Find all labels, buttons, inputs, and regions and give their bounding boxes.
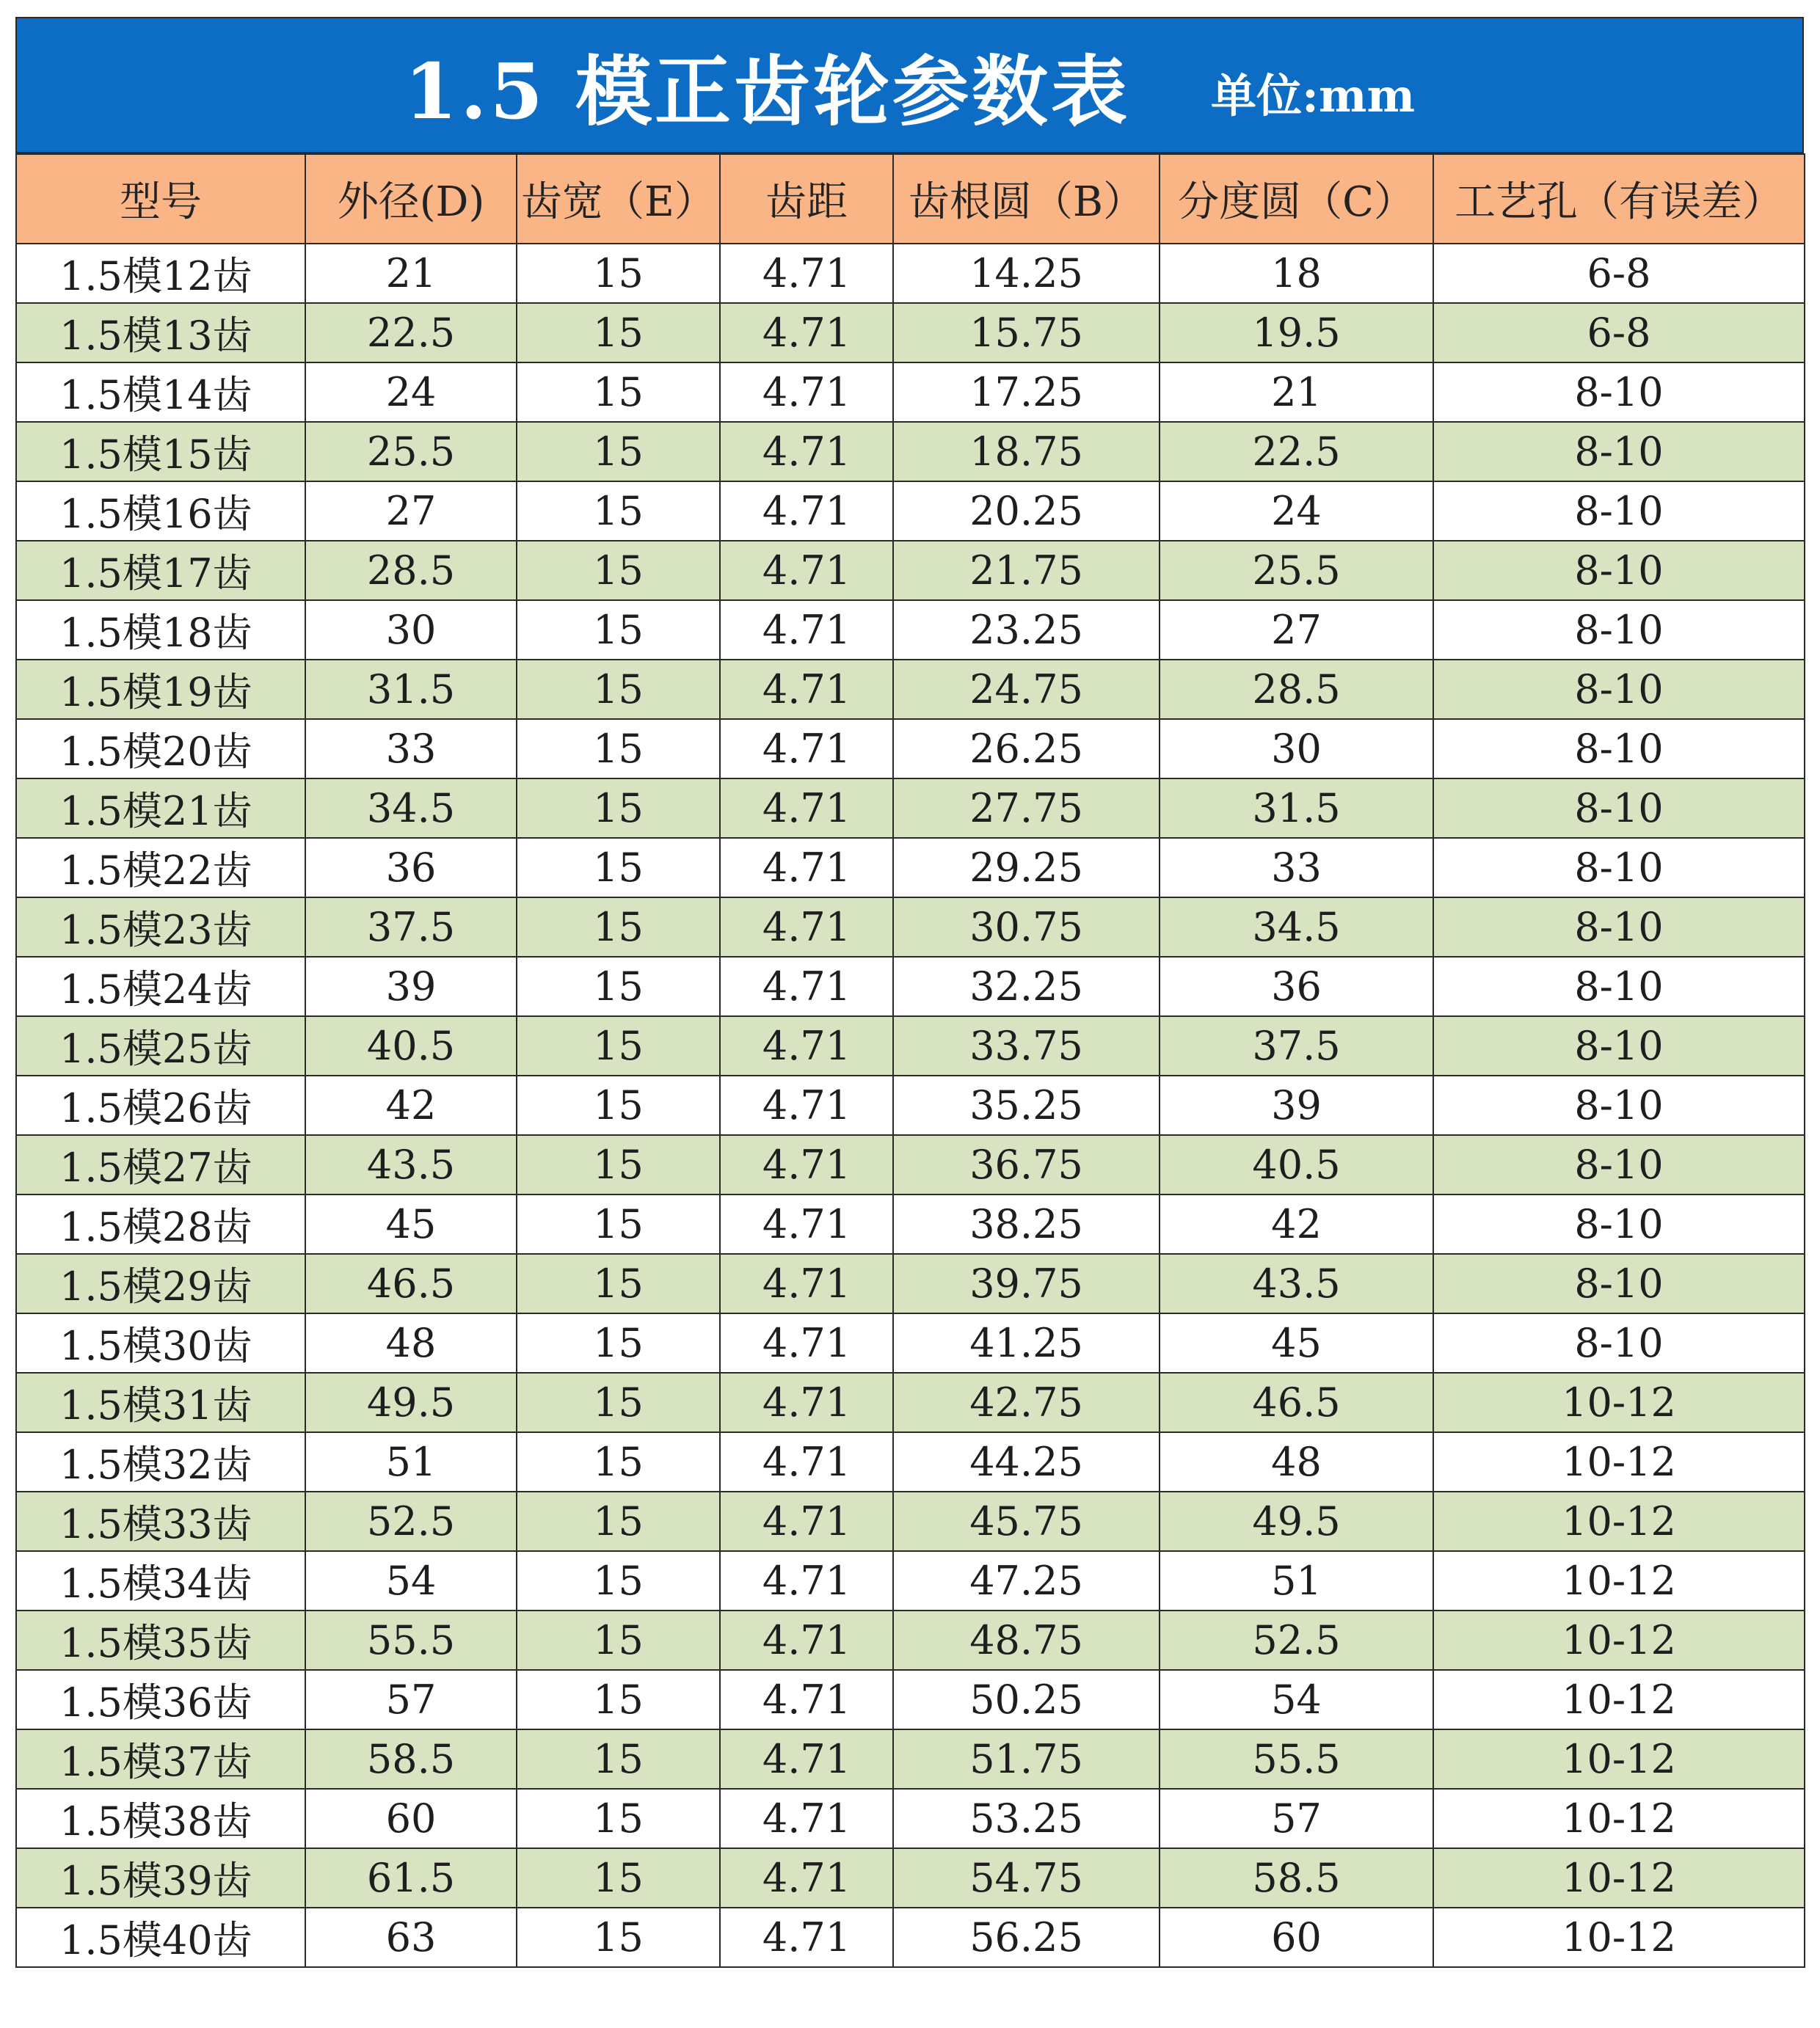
cell-pitch: 4.71 [720, 838, 893, 897]
cell-outer-diameter: 43.5 [305, 1135, 517, 1194]
cell-root-circle: 20.25 [893, 481, 1160, 541]
cell-face-width: 15 [517, 1611, 720, 1670]
cell-face-width: 15 [517, 1373, 720, 1432]
title-bar [15, 17, 1804, 153]
column-header-root-circle: 齿根圆（B） [893, 154, 1160, 244]
cell-outer-diameter: 39 [305, 957, 517, 1016]
cell-root-circle: 44.25 [893, 1432, 1160, 1492]
cell-outer-diameter: 36 [305, 838, 517, 897]
cell-face-width: 15 [517, 422, 720, 481]
cell-pitch: 4.71 [720, 600, 893, 660]
cell-outer-diameter: 61.5 [305, 1848, 517, 1908]
cell-pitch: 4.71 [720, 244, 893, 303]
table-row [16, 1254, 1805, 1313]
cell-process-hole: 8-10 [1433, 600, 1805, 660]
cell-pitch: 4.71 [720, 541, 893, 600]
cell-model: 1.5模14齿 [16, 362, 305, 422]
cell-pitch: 4.71 [720, 1789, 893, 1848]
table-row [16, 362, 1805, 422]
cell-outer-diameter: 30 [305, 600, 517, 660]
cell-root-circle: 26.25 [893, 719, 1160, 778]
cell-root-circle: 17.25 [893, 362, 1160, 422]
cell-outer-diameter: 22.5 [305, 303, 517, 362]
cell-outer-diameter: 28.5 [305, 541, 517, 600]
cell-face-width: 15 [517, 957, 720, 1016]
cell-model: 1.5模17齿 [16, 541, 305, 600]
cell-model: 1.5模27齿 [16, 1135, 305, 1194]
cell-root-circle: 47.25 [893, 1551, 1160, 1611]
column-header-model: 型号 [16, 154, 305, 244]
cell-root-circle: 33.75 [893, 1016, 1160, 1076]
cell-process-hole: 8-10 [1433, 660, 1805, 719]
cell-root-circle: 56.25 [893, 1908, 1160, 1967]
cell-model: 1.5模32齿 [16, 1432, 305, 1492]
header-row [16, 154, 1805, 244]
cell-outer-diameter: 60 [305, 1789, 517, 1848]
cell-model: 1.5模25齿 [16, 1016, 305, 1076]
cell-root-circle: 39.75 [893, 1254, 1160, 1313]
cell-pitch: 4.71 [720, 1551, 893, 1611]
cell-pitch: 4.71 [720, 1313, 893, 1373]
gear-parameter-sheet [15, 17, 1804, 2013]
column-header-outer-diameter: 外径(D) [305, 154, 517, 244]
cell-face-width: 15 [517, 1908, 720, 1967]
table-row [16, 1789, 1805, 1848]
cell-pitch: 4.71 [720, 1194, 893, 1254]
cell-pitch-circle: 39 [1160, 1076, 1433, 1135]
table-title: 1.5 模正齿轮参数表 [404, 46, 1131, 136]
cell-pitch-circle: 46.5 [1160, 1373, 1433, 1432]
cell-pitch: 4.71 [720, 778, 893, 838]
table-row [16, 1611, 1805, 1670]
gear-parameter-table [15, 153, 1805, 1968]
table-row [16, 600, 1805, 660]
table-row [16, 1729, 1805, 1789]
cell-face-width: 15 [517, 1432, 720, 1492]
cell-process-hole: 8-10 [1433, 1076, 1805, 1135]
cell-pitch-circle: 43.5 [1160, 1254, 1433, 1313]
cell-process-hole: 8-10 [1433, 481, 1805, 541]
cell-root-circle: 36.75 [893, 1135, 1160, 1194]
cell-root-circle: 30.75 [893, 897, 1160, 957]
cell-outer-diameter: 48 [305, 1313, 517, 1373]
cell-root-circle: 27.75 [893, 778, 1160, 838]
cell-outer-diameter: 31.5 [305, 660, 517, 719]
cell-pitch-circle: 51 [1160, 1551, 1433, 1611]
cell-outer-diameter: 42 [305, 1076, 517, 1135]
cell-model: 1.5模20齿 [16, 719, 305, 778]
cell-root-circle: 51.75 [893, 1729, 1160, 1789]
unit-label: 单位:mm [1211, 68, 1416, 123]
table-row [16, 838, 1805, 897]
table-row [16, 422, 1805, 481]
cell-face-width: 15 [517, 660, 720, 719]
cell-process-hole: 8-10 [1433, 362, 1805, 422]
cell-outer-diameter: 55.5 [305, 1611, 517, 1670]
cell-face-width: 15 [517, 362, 720, 422]
cell-outer-diameter: 58.5 [305, 1729, 517, 1789]
cell-model: 1.5模29齿 [16, 1254, 305, 1313]
cell-pitch: 4.71 [720, 719, 893, 778]
cell-root-circle: 29.25 [893, 838, 1160, 897]
cell-outer-diameter: 46.5 [305, 1254, 517, 1313]
cell-pitch: 4.71 [720, 1670, 893, 1729]
cell-process-hole: 6-8 [1433, 244, 1805, 303]
cell-root-circle: 32.25 [893, 957, 1160, 1016]
cell-outer-diameter: 40.5 [305, 1016, 517, 1076]
cell-face-width: 15 [517, 1729, 720, 1789]
cell-model: 1.5模35齿 [16, 1611, 305, 1670]
column-header-face-width: 齿宽（E） [517, 154, 720, 244]
cell-process-hole: 10-12 [1433, 1551, 1805, 1611]
cell-pitch-circle: 19.5 [1160, 303, 1433, 362]
cell-outer-diameter: 49.5 [305, 1373, 517, 1432]
cell-face-width: 15 [517, 1789, 720, 1848]
table-row [16, 303, 1805, 362]
cell-outer-diameter: 24 [305, 362, 517, 422]
cell-face-width: 15 [517, 1135, 720, 1194]
table-row [16, 1670, 1805, 1729]
cell-pitch: 4.71 [720, 1254, 893, 1313]
cell-pitch-circle: 52.5 [1160, 1611, 1433, 1670]
cell-pitch-circle: 57 [1160, 1789, 1433, 1848]
cell-root-circle: 54.75 [893, 1848, 1160, 1908]
cell-outer-diameter: 33 [305, 719, 517, 778]
cell-model: 1.5模28齿 [16, 1194, 305, 1254]
cell-root-circle: 35.25 [893, 1076, 1160, 1135]
table-row [16, 778, 1805, 838]
cell-model: 1.5模15齿 [16, 422, 305, 481]
cell-pitch: 4.71 [720, 1016, 893, 1076]
cell-pitch: 4.71 [720, 660, 893, 719]
cell-outer-diameter: 37.5 [305, 897, 517, 957]
cell-process-hole: 8-10 [1433, 957, 1805, 1016]
cell-pitch-circle: 28.5 [1160, 660, 1433, 719]
cell-face-width: 15 [517, 244, 720, 303]
cell-face-width: 15 [517, 303, 720, 362]
cell-pitch: 4.71 [720, 362, 893, 422]
cell-face-width: 15 [517, 1194, 720, 1254]
cell-process-hole: 8-10 [1433, 422, 1805, 481]
cell-model: 1.5模38齿 [16, 1789, 305, 1848]
cell-root-circle: 48.75 [893, 1611, 1160, 1670]
table-row [16, 1551, 1805, 1611]
cell-face-width: 15 [517, 1670, 720, 1729]
cell-process-hole: 10-12 [1433, 1729, 1805, 1789]
cell-face-width: 15 [517, 778, 720, 838]
cell-pitch-circle: 49.5 [1160, 1492, 1433, 1551]
table-row [16, 481, 1805, 541]
cell-root-circle: 41.25 [893, 1313, 1160, 1373]
cell-pitch: 4.71 [720, 1611, 893, 1670]
cell-pitch: 4.71 [720, 303, 893, 362]
cell-outer-diameter: 45 [305, 1194, 517, 1254]
cell-pitch: 4.71 [720, 957, 893, 1016]
cell-model: 1.5模18齿 [16, 600, 305, 660]
cell-face-width: 15 [517, 897, 720, 957]
cell-pitch-circle: 25.5 [1160, 541, 1433, 600]
cell-root-circle: 15.75 [893, 303, 1160, 362]
cell-process-hole: 6-8 [1433, 303, 1805, 362]
cell-outer-diameter: 63 [305, 1908, 517, 1967]
column-header-pitch: 齿距 [720, 154, 893, 244]
cell-model: 1.5模36齿 [16, 1670, 305, 1729]
cell-model: 1.5模24齿 [16, 957, 305, 1016]
cell-pitch-circle: 45 [1160, 1313, 1433, 1373]
cell-process-hole: 10-12 [1433, 1789, 1805, 1848]
cell-process-hole: 10-12 [1433, 1848, 1805, 1908]
table-row [16, 1908, 1805, 1967]
cell-pitch: 4.71 [720, 481, 893, 541]
cell-process-hole: 8-10 [1433, 1313, 1805, 1373]
table-row [16, 660, 1805, 719]
cell-root-circle: 24.75 [893, 660, 1160, 719]
cell-pitch-circle: 18 [1160, 244, 1433, 303]
cell-root-circle: 23.25 [893, 600, 1160, 660]
cell-model: 1.5模12齿 [16, 244, 305, 303]
cell-process-hole: 8-10 [1433, 719, 1805, 778]
cell-face-width: 15 [517, 541, 720, 600]
cell-pitch-circle: 58.5 [1160, 1848, 1433, 1908]
cell-face-width: 15 [517, 481, 720, 541]
table-row [16, 1373, 1805, 1432]
column-header-pitch-circle: 分度圆（C） [1160, 154, 1433, 244]
cell-process-hole: 10-12 [1433, 1670, 1805, 1729]
cell-root-circle: 21.75 [893, 541, 1160, 600]
cell-outer-diameter: 52.5 [305, 1492, 517, 1551]
cell-outer-diameter: 21 [305, 244, 517, 303]
cell-pitch-circle: 55.5 [1160, 1729, 1433, 1789]
cell-root-circle: 38.25 [893, 1194, 1160, 1254]
cell-pitch: 4.71 [720, 1492, 893, 1551]
cell-face-width: 15 [517, 1492, 720, 1551]
cell-model: 1.5模34齿 [16, 1551, 305, 1611]
cell-outer-diameter: 54 [305, 1551, 517, 1611]
cell-root-circle: 50.25 [893, 1670, 1160, 1729]
cell-process-hole: 8-10 [1433, 897, 1805, 957]
cell-face-width: 15 [517, 1551, 720, 1611]
cell-model: 1.5模13齿 [16, 303, 305, 362]
cell-pitch: 4.71 [720, 1729, 893, 1789]
cell-pitch-circle: 40.5 [1160, 1135, 1433, 1194]
cell-pitch-circle: 54 [1160, 1670, 1433, 1729]
table-row [16, 1492, 1805, 1551]
cell-root-circle: 18.75 [893, 422, 1160, 481]
cell-process-hole: 8-10 [1433, 1135, 1805, 1194]
cell-pitch: 4.71 [720, 422, 893, 481]
cell-root-circle: 45.75 [893, 1492, 1160, 1551]
cell-process-hole: 8-10 [1433, 1254, 1805, 1313]
cell-pitch-circle: 36 [1160, 957, 1433, 1016]
cell-root-circle: 42.75 [893, 1373, 1160, 1432]
column-header-process-hole: 工艺孔（有误差） [1433, 154, 1805, 244]
table-row [16, 1135, 1805, 1194]
cell-outer-diameter: 27 [305, 481, 517, 541]
cell-face-width: 15 [517, 719, 720, 778]
cell-pitch: 4.71 [720, 1076, 893, 1135]
table-row [16, 1194, 1805, 1254]
table-row [16, 1016, 1805, 1076]
cell-pitch: 4.71 [720, 1135, 893, 1194]
cell-face-width: 15 [517, 1076, 720, 1135]
cell-process-hole: 8-10 [1433, 838, 1805, 897]
cell-root-circle: 53.25 [893, 1789, 1160, 1848]
cell-outer-diameter: 25.5 [305, 422, 517, 481]
cell-root-circle: 14.25 [893, 244, 1160, 303]
table-row [16, 1076, 1805, 1135]
cell-outer-diameter: 51 [305, 1432, 517, 1492]
cell-process-hole: 10-12 [1433, 1492, 1805, 1551]
cell-pitch-circle: 33 [1160, 838, 1433, 897]
cell-model: 1.5模26齿 [16, 1076, 305, 1135]
cell-process-hole: 10-12 [1433, 1432, 1805, 1492]
cell-pitch: 4.71 [720, 1908, 893, 1967]
cell-process-hole: 10-12 [1433, 1373, 1805, 1432]
cell-pitch-circle: 30 [1160, 719, 1433, 778]
cell-process-hole: 10-12 [1433, 1611, 1805, 1670]
table-row [16, 1313, 1805, 1373]
cell-pitch: 4.71 [720, 897, 893, 957]
cell-pitch-circle: 27 [1160, 600, 1433, 660]
cell-pitch-circle: 34.5 [1160, 897, 1433, 957]
cell-pitch-circle: 24 [1160, 481, 1433, 541]
cell-pitch: 4.71 [720, 1848, 893, 1908]
table-row [16, 1432, 1805, 1492]
table-row [16, 957, 1805, 1016]
cell-pitch-circle: 31.5 [1160, 778, 1433, 838]
cell-pitch-circle: 37.5 [1160, 1016, 1433, 1076]
cell-model: 1.5模16齿 [16, 481, 305, 541]
cell-model: 1.5模31齿 [16, 1373, 305, 1432]
cell-pitch-circle: 60 [1160, 1908, 1433, 1967]
cell-pitch: 4.71 [720, 1373, 893, 1432]
table-row [16, 897, 1805, 957]
cell-face-width: 15 [517, 1016, 720, 1076]
cell-face-width: 15 [517, 1313, 720, 1373]
cell-outer-diameter: 34.5 [305, 778, 517, 838]
cell-process-hole: 8-10 [1433, 778, 1805, 838]
cell-process-hole: 8-10 [1433, 1016, 1805, 1076]
cell-pitch-circle: 22.5 [1160, 422, 1433, 481]
table-row [16, 719, 1805, 778]
cell-face-width: 15 [517, 1254, 720, 1313]
table-row [16, 244, 1805, 303]
cell-model: 1.5模30齿 [16, 1313, 305, 1373]
cell-pitch-circle: 48 [1160, 1432, 1433, 1492]
cell-model: 1.5模39齿 [16, 1848, 305, 1908]
table-body [16, 244, 1805, 1967]
cell-face-width: 15 [517, 838, 720, 897]
cell-pitch-circle: 21 [1160, 362, 1433, 422]
cell-process-hole: 8-10 [1433, 1194, 1805, 1254]
cell-model: 1.5模23齿 [16, 897, 305, 957]
table-row [16, 1848, 1805, 1908]
cell-face-width: 15 [517, 1848, 720, 1908]
cell-model: 1.5模37齿 [16, 1729, 305, 1789]
table-row [16, 541, 1805, 600]
cell-model: 1.5模19齿 [16, 660, 305, 719]
cell-process-hole: 8-10 [1433, 541, 1805, 600]
cell-model: 1.5模40齿 [16, 1908, 305, 1967]
cell-model: 1.5模21齿 [16, 778, 305, 838]
cell-pitch-circle: 42 [1160, 1194, 1433, 1254]
cell-model: 1.5模22齿 [16, 838, 305, 897]
cell-process-hole: 10-12 [1433, 1908, 1805, 1967]
cell-model: 1.5模33齿 [16, 1492, 305, 1551]
cell-face-width: 15 [517, 600, 720, 660]
cell-outer-diameter: 57 [305, 1670, 517, 1729]
cell-pitch: 4.71 [720, 1432, 893, 1492]
